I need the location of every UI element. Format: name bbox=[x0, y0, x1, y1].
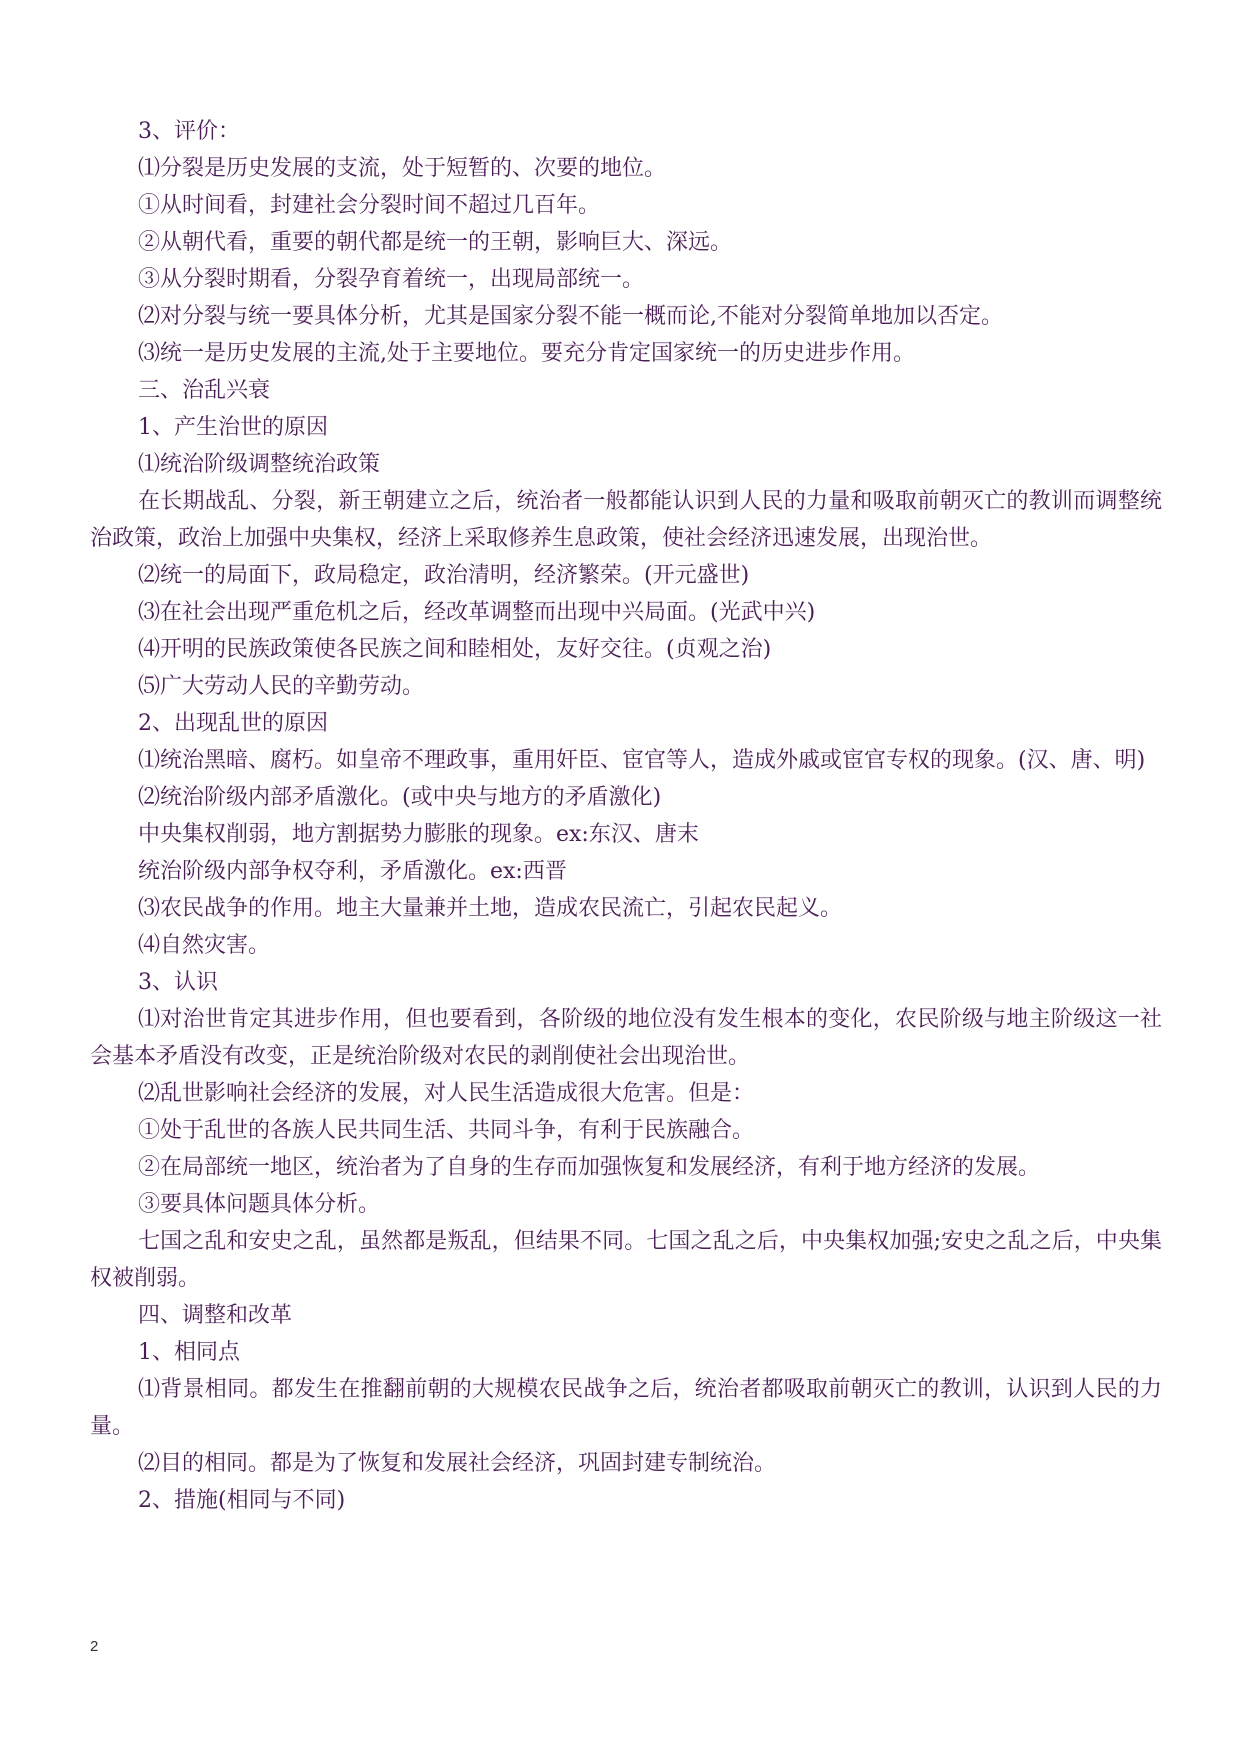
paragraph: ①从时间看，封建社会分裂时间不超过几百年。 bbox=[138, 193, 601, 218]
paragraph: ⑴对治世肯定其进步作用，但也要看到，各阶级的地位没有发生根本的变化，农民阶级与地主阶级这一社会基本矛盾没有改变，正是统治阶级对农民的剥削使社会出现治世。 bbox=[90, 1007, 1162, 1069]
document-body bbox=[90, 113, 1162, 1519]
paragraph: ③要具体问题具体分析。 bbox=[138, 1192, 381, 1217]
paragraph: ⑵乱世影响社会经济的发展，对人民生活造成很大危害。但是： bbox=[138, 1081, 755, 1106]
subsection-heading: 3、认识 bbox=[138, 970, 218, 995]
paragraph: ⑸广大劳动人民的辛勤劳动。 bbox=[138, 674, 425, 699]
paragraph: ⑴统治黑暗、腐朽。如皇帝不理政事，重用奸臣、宦官等人，造成外戚或宦官专权的现象。(汉、唐、明) bbox=[138, 748, 1146, 773]
paragraph: ⑵统一的局面下，政局稳定，政治清明，经济繁荣。(开元盛世) bbox=[138, 563, 750, 588]
subsection-heading: 1、产生治世的原因 bbox=[138, 415, 328, 440]
paragraph: ⑵对分裂与统一要具体分析，尤其是国家分裂不能一概而论,不能对分裂简单地加以否定。 bbox=[138, 304, 1003, 329]
paragraph: ⑶在社会出现严重危机之后，经改革调整而出现中兴局面。(光武中兴) bbox=[138, 600, 816, 625]
page-number: 2 bbox=[90, 1638, 99, 1655]
paragraph: 中央集权削弱，地方割据势力膨胀的现象。ex:东汉、唐末 bbox=[138, 822, 699, 847]
paragraph: ⑴分裂是历史发展的支流，处于短暂的、次要的地位。 bbox=[138, 156, 667, 181]
paragraph: ⑴背景相同。都发生在推翻前朝的大规模农民战争之后，统治者都吸取前朝灭亡的教训，认识到人民的力量。 bbox=[90, 1377, 1162, 1439]
section-heading: 三、治乱兴衰 bbox=[138, 378, 271, 403]
subsection-heading: 2、出现乱世的原因 bbox=[138, 711, 328, 736]
paragraph: 3、评价： bbox=[138, 119, 240, 144]
paragraph: ③从分裂时期看，分裂孕育着统一，出现局部统一。 bbox=[138, 267, 645, 292]
subsection-heading: 1、相同点 bbox=[138, 1340, 240, 1365]
paragraph: ⑶农民战争的作用。地主大量兼并土地，造成农民流亡，引起农民起义。 bbox=[138, 896, 843, 921]
paragraph: 统治阶级内部争权夺利，矛盾激化。ex:西晋 bbox=[138, 859, 567, 884]
paragraph: ⑵目的相同。都是为了恢复和发展社会经济，巩固封建专制统治。 bbox=[138, 1451, 777, 1476]
paragraph: ②从朝代看，重要的朝代都是统一的王朝，影响巨大、深远。 bbox=[138, 230, 733, 255]
subsection-heading: 2、措施(相同与不同) bbox=[138, 1488, 346, 1513]
paragraph: 七国之乱和安史之乱，虽然都是叛乱，但结果不同。七国之乱之后，中央集权加强;安史之乱之后，中央集权被削弱。 bbox=[90, 1229, 1162, 1291]
section-heading: 四、调整和改革 bbox=[138, 1303, 293, 1328]
paragraph: ⑵统治阶级内部矛盾激化。(或中央与地方的矛盾激化) bbox=[138, 785, 662, 810]
paragraph: ⑷开明的民族政策使各民族之间和睦相处，友好交往。(贞观之治) bbox=[138, 637, 772, 662]
paragraph: ⑶统一是历史发展的主流,处于主要地位。要充分肯定国家统一的历史进步作用。 bbox=[138, 341, 915, 366]
paragraph: ⑷自然灾害。 bbox=[138, 933, 271, 958]
paragraph: 在长期战乱、分裂，新王朝建立之后，统治者一般都能认识到人民的力量和吸取前朝灭亡的教训而调整统治政策，政治上加强中央集权，经济上采取修养生息政策，使社会经济迅速发展，出现治世。 bbox=[90, 489, 1162, 551]
paragraph: ⑴统治阶级调整统治政策 bbox=[138, 452, 381, 477]
paragraph: ②在局部统一地区，统治者为了自身的生存而加强恢复和发展经济，有利于地方经济的发展。 bbox=[138, 1155, 1041, 1180]
paragraph: ①处于乱世的各族人民共同生活、共同斗争，有利于民族融合。 bbox=[138, 1118, 755, 1143]
